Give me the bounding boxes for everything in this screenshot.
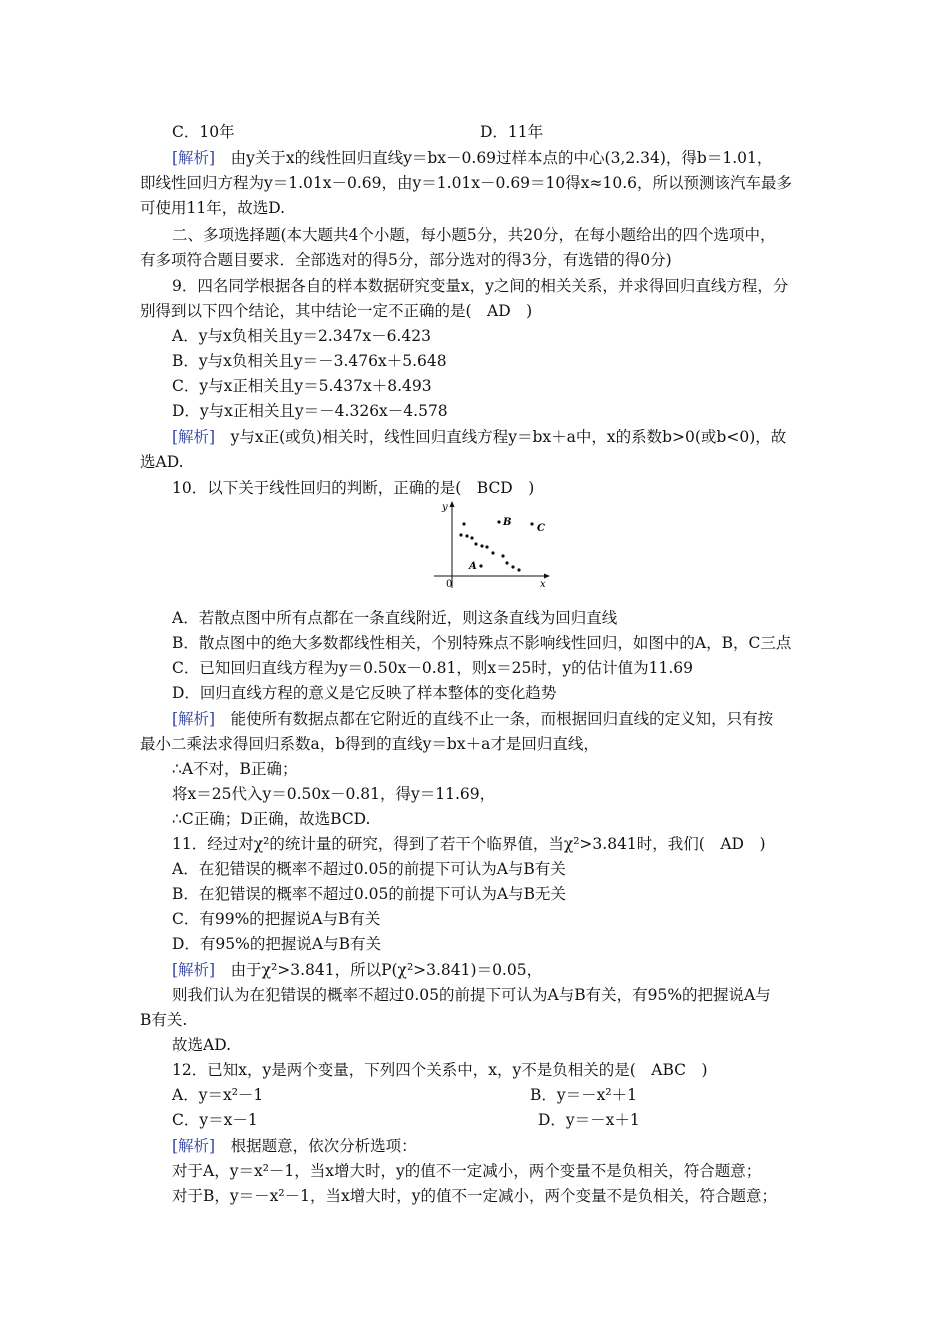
point-a: [479, 564, 482, 567]
text-line: 最小二乘法求得回归系数a，b得到的直线y＝bx＋a才是回归直线，: [140, 735, 599, 753]
x-axis-label: x: [540, 579, 546, 590]
y-axis-label: y: [442, 502, 448, 513]
option-line: B．在犯错误的概率不超过0.05的前提下可认为A与B无关: [172, 885, 566, 903]
x-axis-arrow: [544, 574, 550, 579]
option-line: A．y与x负相关且y＝2.347x－6.423: [172, 327, 431, 345]
analysis-line: [解析] 能使所有数据点都在它附近的直线不止一条，而根据回归直线的定义知，只有按: [172, 710, 774, 728]
data-point: [465, 534, 468, 537]
text-line: 将x＝25代入y＝0.50x－0.81，得y＝11.69，: [172, 785, 496, 803]
text-line: 有多项符合题目要求．全部选对的得5分，部分选对的得3分，有选错的得0分): [140, 251, 672, 269]
option-line: C．y与x正相关且y＝5.437x＋8.493: [172, 377, 432, 395]
data-point: [462, 522, 465, 525]
question-11: 11．经过对χ²的统计量的研究，得到了若干个临界值，当χ²>3.841时，我们( AD ): [172, 835, 766, 853]
text-line: 故选AD.: [172, 1036, 231, 1054]
analysis-line: [解析] y与x正(或负)相关时，线性回归直线方程y＝bx＋a中，x的系数b>0(或b<0)，故: [172, 428, 787, 446]
option-line: D．回归直线方程的意义是它反映了样本整体的变化趋势: [172, 684, 557, 702]
data-point: [491, 551, 494, 554]
analysis-line: [解析] 根据题意，依次分析选项：: [172, 1137, 417, 1155]
text-line: 选AD.: [140, 453, 184, 471]
text-line: 对于A，y＝x²－1，当x增大时，y的值不一定减小，两个变量不是负相关，符合题意；: [172, 1162, 762, 1180]
data-point: [474, 542, 477, 545]
option-line: B．y＝－x²＋1: [530, 1086, 637, 1104]
option-line: A．在犯错误的概率不超过0.05的前提下可认为A与B有关: [172, 860, 566, 878]
scatter-figure: [430, 500, 552, 592]
point-c: [530, 522, 533, 525]
option-line: C．有99%的把握说A与B有关: [172, 910, 381, 928]
question-9: 9．四名同学根据各自的样本数据研究变量x，y之间的相关关系，并求得回归直线方程，分: [172, 277, 789, 295]
section-heading: 二、多项选择题(本大题共4个小题，每小题5分，共20分，在每小题给出的四个选项中，: [172, 226, 776, 244]
data-point: [501, 554, 504, 557]
option-line: A．y＝x²－1: [172, 1086, 264, 1104]
option-line: B．散点图中的绝大多数都线性相关，个别特殊点不影响线性回归，如图中的A，B，C三点: [172, 634, 792, 652]
option-line: D．y＝－x＋1: [538, 1111, 640, 1129]
point-c-label: C: [537, 523, 545, 534]
option-line: C．y＝x－1: [172, 1111, 258, 1129]
data-point: [485, 545, 488, 548]
option-line: A．若散点图中所有点都在一条直线附近，则这条直线为回归直线: [172, 609, 618, 627]
text-line: 则我们认为在犯错误的概率不超过0.05的前提下可认为A与B有关，有95%的把握说A与: [172, 986, 771, 1004]
option-d-line: D．11年: [480, 123, 544, 141]
option-line: B．y与x负相关且y＝－3.476x＋5.648: [172, 352, 447, 370]
data-point: [517, 568, 520, 571]
analysis-tag: [解析]: [172, 149, 216, 167]
option-line: D．y与x正相关且y＝－4.326x－4.578: [172, 402, 448, 420]
text-line: ∴C正确；D正确，故选BCD.: [172, 810, 371, 828]
text-line: 对于B，y＝－x²－1，当x增大时，y的值不一定减小，两个变量不是负相关，符合题意；: [172, 1187, 777, 1205]
option-line: D．有95%的把握说A与B有关: [172, 935, 381, 953]
analysis-tag: [解析]: [172, 1137, 216, 1155]
text-line: 即线性回归方程为y＝1.01x－0.69，由y＝1.01x－0.69＝10得x≈10.6，所以预测该汽车最多: [140, 174, 793, 192]
text-line: ∴A不对，B正确；: [172, 760, 298, 778]
question-10: 10．以下关于线性回归的判断，正确的是( BCD ): [172, 479, 535, 497]
point-a-label: A: [469, 561, 477, 572]
analysis-tag: [解析]: [172, 428, 216, 446]
analysis-tag: [解析]: [172, 710, 216, 728]
analysis-tag: [解析]: [172, 961, 216, 979]
data-point: [505, 561, 508, 564]
text-line: 别得到以下四个结论，其中结论一定不正确的是( AD ): [140, 302, 533, 320]
point-b-label: B: [503, 517, 512, 528]
option-line: C．已知回归直线方程为y＝0.50x－0.81，则x＝25时，y的估计值为11.69: [172, 659, 693, 677]
origin-label: 0: [446, 579, 453, 590]
data-point: [511, 565, 514, 568]
analysis-line: [解析] 由于χ²>3.841，所以P(χ²>3.841)＝0.05，: [172, 961, 543, 979]
analysis-line: [解析] 由y关于x的线性回归直线y＝bx－0.69过样本点的中心(3,2.34)，得b＝1.01，: [172, 149, 773, 167]
text-line: 可使用11年，故选D.: [140, 199, 286, 217]
data-point: [470, 536, 473, 539]
point-b: [497, 520, 500, 523]
data-point: [459, 533, 462, 536]
question-12: 12．已知x，y是两个变量，下列四个关系中，x，y不是负相关的是( ABC ): [172, 1061, 708, 1079]
text-line: B有关.: [140, 1011, 188, 1029]
option-c-line: C．10年: [172, 123, 235, 141]
y-axis-arrow: [450, 501, 455, 507]
data-point: [480, 544, 483, 547]
